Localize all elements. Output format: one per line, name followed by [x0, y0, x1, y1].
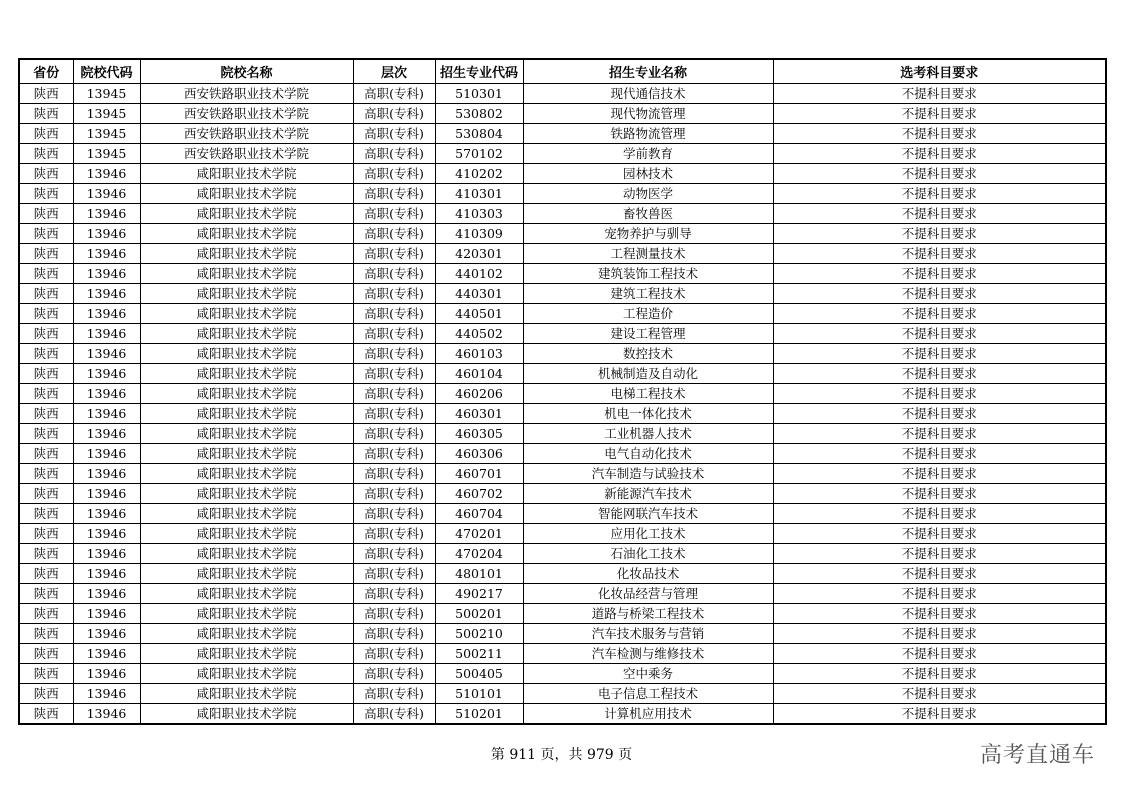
cell-province: 陕西 — [19, 384, 73, 404]
cell-major-code: 500405 — [435, 664, 523, 684]
header-province: 省份 — [19, 59, 73, 84]
cell-level: 高职(专科) — [353, 424, 435, 444]
cell-level: 高职(专科) — [353, 224, 435, 244]
cell-school-name: 咸阳职业技术学院 — [140, 524, 353, 544]
cell-school-name: 西安铁路职业技术学院 — [140, 84, 353, 104]
table-row — [19, 444, 1106, 464]
cell-subject-requirement: 不提科目要求 — [773, 124, 1106, 144]
table-row — [19, 324, 1106, 344]
table-row — [19, 604, 1106, 624]
cell-major-name: 工程测量技术 — [523, 244, 773, 264]
cell-school-code: 13946 — [73, 564, 140, 584]
table-row — [19, 504, 1106, 524]
cell-level: 高职(专科) — [353, 104, 435, 124]
cell-subject-requirement: 不提科目要求 — [773, 324, 1106, 344]
cell-level: 高职(专科) — [353, 584, 435, 604]
cell-level: 高职(专科) — [353, 664, 435, 684]
cell-school-name: 咸阳职业技术学院 — [140, 304, 353, 324]
table-row — [19, 184, 1106, 204]
table-row — [19, 484, 1106, 504]
cell-level: 高职(专科) — [353, 604, 435, 624]
cell-school-name: 咸阳职业技术学院 — [140, 484, 353, 504]
table-row — [19, 624, 1106, 644]
cell-major-name: 工业机器人技术 — [523, 424, 773, 444]
cell-major-code: 440102 — [435, 264, 523, 284]
cell-major-code: 460104 — [435, 364, 523, 384]
cell-major-code: 410301 — [435, 184, 523, 204]
cell-school-code: 13945 — [73, 84, 140, 104]
cell-major-code: 510301 — [435, 84, 523, 104]
table-row — [19, 264, 1106, 284]
header-school-name: 院校名称 — [140, 59, 353, 84]
cell-subject-requirement: 不提科目要求 — [773, 164, 1106, 184]
cell-school-name: 咸阳职业技术学院 — [140, 704, 353, 725]
cell-school-name: 咸阳职业技术学院 — [140, 584, 353, 604]
cell-subject-requirement: 不提科目要求 — [773, 84, 1106, 104]
cell-level: 高职(专科) — [353, 284, 435, 304]
cell-province: 陕西 — [19, 124, 73, 144]
cell-major-name: 化妆品技术 — [523, 564, 773, 584]
cell-school-code: 13946 — [73, 304, 140, 324]
cell-province: 陕西 — [19, 624, 73, 644]
cell-province: 陕西 — [19, 404, 73, 424]
cell-level: 高职(专科) — [353, 684, 435, 704]
cell-school-name: 咸阳职业技术学院 — [140, 564, 353, 584]
table-row — [19, 644, 1106, 664]
cell-province: 陕西 — [19, 704, 73, 725]
header-school-code: 院校代码 — [73, 59, 140, 84]
cell-subject-requirement: 不提科目要求 — [773, 224, 1106, 244]
cell-major-code: 530802 — [435, 104, 523, 124]
cell-school-code: 13946 — [73, 624, 140, 644]
cell-major-code: 410202 — [435, 164, 523, 184]
cell-major-code: 480101 — [435, 564, 523, 584]
cell-school-name: 咸阳职业技术学院 — [140, 164, 353, 184]
cell-province: 陕西 — [19, 204, 73, 224]
cell-subject-requirement: 不提科目要求 — [773, 664, 1106, 684]
cell-level: 高职(专科) — [353, 124, 435, 144]
cell-major-name: 宠物养护与驯导 — [523, 224, 773, 244]
cell-subject-requirement: 不提科目要求 — [773, 264, 1106, 284]
cell-province: 陕西 — [19, 244, 73, 264]
cell-school-code: 13946 — [73, 204, 140, 224]
cell-major-code: 470204 — [435, 544, 523, 564]
cell-level: 高职(专科) — [353, 504, 435, 524]
cell-subject-requirement: 不提科目要求 — [773, 624, 1106, 644]
cell-subject-requirement: 不提科目要求 — [773, 704, 1106, 725]
cell-major-code: 420301 — [435, 244, 523, 264]
cell-level: 高职(专科) — [353, 84, 435, 104]
cell-school-name: 咸阳职业技术学院 — [140, 664, 353, 684]
cell-level: 高职(专科) — [353, 304, 435, 324]
cell-province: 陕西 — [19, 104, 73, 124]
cell-school-code: 13946 — [73, 404, 140, 424]
table-row — [19, 344, 1106, 364]
cell-province: 陕西 — [19, 604, 73, 624]
cell-school-name: 咸阳职业技术学院 — [140, 364, 353, 384]
cell-subject-requirement: 不提科目要求 — [773, 384, 1106, 404]
table-row — [19, 84, 1106, 104]
cell-major-code: 460702 — [435, 484, 523, 504]
cell-school-code: 13946 — [73, 384, 140, 404]
cell-major-name: 计算机应用技术 — [523, 704, 773, 725]
cell-school-code: 13946 — [73, 504, 140, 524]
cell-school-code: 13946 — [73, 484, 140, 504]
table-row — [19, 664, 1106, 684]
cell-school-code: 13946 — [73, 364, 140, 384]
cell-school-code: 13946 — [73, 464, 140, 484]
cell-school-code: 13946 — [73, 644, 140, 664]
cell-subject-requirement: 不提科目要求 — [773, 344, 1106, 364]
cell-province: 陕西 — [19, 344, 73, 364]
cell-province: 陕西 — [19, 564, 73, 584]
cell-major-code: 470201 — [435, 524, 523, 544]
cell-level: 高职(专科) — [353, 364, 435, 384]
cell-major-code: 510101 — [435, 684, 523, 704]
cell-level: 高职(专科) — [353, 164, 435, 184]
cell-major-name: 现代物流管理 — [523, 104, 773, 124]
table-row — [19, 704, 1106, 725]
cell-subject-requirement: 不提科目要求 — [773, 364, 1106, 384]
admission-table — [18, 58, 1107, 725]
table-row — [19, 424, 1106, 444]
cell-level: 高职(专科) — [353, 564, 435, 584]
cell-major-code: 460103 — [435, 344, 523, 364]
table-row — [19, 224, 1106, 244]
cell-major-name: 道路与桥梁工程技术 — [523, 604, 773, 624]
cell-major-name: 汽车制造与试验技术 — [523, 464, 773, 484]
cell-school-code: 13946 — [73, 584, 140, 604]
cell-school-code: 13946 — [73, 424, 140, 444]
watermark-logo: 高考直通车 — [979, 743, 1095, 768]
cell-major-name: 建设工程管理 — [523, 324, 773, 344]
cell-level: 高职(专科) — [353, 464, 435, 484]
cell-level: 高职(专科) — [353, 244, 435, 264]
cell-subject-requirement: 不提科目要求 — [773, 104, 1106, 124]
cell-major-name: 智能网联汽车技术 — [523, 504, 773, 524]
cell-school-name: 咸阳职业技术学院 — [140, 224, 353, 244]
cell-province: 陕西 — [19, 304, 73, 324]
cell-major-name: 现代通信技术 — [523, 84, 773, 104]
cell-school-name: 咸阳职业技术学院 — [140, 444, 353, 464]
cell-school-name: 西安铁路职业技术学院 — [140, 104, 353, 124]
cell-level: 高职(专科) — [353, 264, 435, 284]
cell-major-code: 460306 — [435, 444, 523, 464]
cell-school-code: 13946 — [73, 544, 140, 564]
table-row — [19, 684, 1106, 704]
cell-major-name: 动物医学 — [523, 184, 773, 204]
cell-major-code: 530804 — [435, 124, 523, 144]
cell-level: 高职(专科) — [353, 404, 435, 424]
cell-school-code: 13946 — [73, 244, 140, 264]
cell-province: 陕西 — [19, 144, 73, 164]
cell-school-code: 13946 — [73, 344, 140, 364]
cell-school-name: 咸阳职业技术学院 — [140, 184, 353, 204]
cell-major-code: 440301 — [435, 284, 523, 304]
cell-school-code: 13946 — [73, 444, 140, 464]
cell-major-code: 510201 — [435, 704, 523, 725]
page-footer — [0, 744, 1123, 764]
cell-province: 陕西 — [19, 504, 73, 524]
cell-school-name: 咸阳职业技术学院 — [140, 604, 353, 624]
cell-major-code: 410303 — [435, 204, 523, 224]
cell-subject-requirement: 不提科目要求 — [773, 484, 1106, 504]
cell-major-name: 电子信息工程技术 — [523, 684, 773, 704]
cell-level: 高职(专科) — [353, 644, 435, 664]
table-row — [19, 404, 1106, 424]
cell-subject-requirement: 不提科目要求 — [773, 504, 1106, 524]
cell-subject-requirement: 不提科目要求 — [773, 564, 1106, 584]
cell-province: 陕西 — [19, 84, 73, 104]
cell-school-code: 13946 — [73, 704, 140, 725]
cell-major-code: 440502 — [435, 324, 523, 344]
cell-subject-requirement: 不提科目要求 — [773, 304, 1106, 324]
cell-subject-requirement: 不提科目要求 — [773, 464, 1106, 484]
cell-level: 高职(专科) — [353, 444, 435, 464]
cell-school-name: 咸阳职业技术学院 — [140, 424, 353, 444]
cell-level: 高职(专科) — [353, 324, 435, 344]
cell-school-code: 13946 — [73, 184, 140, 204]
cell-school-name: 咸阳职业技术学院 — [140, 244, 353, 264]
header-level: 层次 — [353, 59, 435, 84]
cell-major-code: 490217 — [435, 584, 523, 604]
cell-major-name: 建筑装饰工程技术 — [523, 264, 773, 284]
table-row — [19, 284, 1106, 304]
cell-subject-requirement: 不提科目要求 — [773, 244, 1106, 264]
cell-major-name: 机电一体化技术 — [523, 404, 773, 424]
cell-major-name: 化妆品经营与管理 — [523, 584, 773, 604]
cell-subject-requirement: 不提科目要求 — [773, 584, 1106, 604]
cell-school-name: 咸阳职业技术学院 — [140, 404, 353, 424]
cell-school-code: 13946 — [73, 164, 140, 184]
cell-major-code: 500211 — [435, 644, 523, 664]
table-row — [19, 304, 1106, 324]
cell-school-code: 13945 — [73, 124, 140, 144]
cell-major-code: 460301 — [435, 404, 523, 424]
header-major-code: 招生专业代码 — [435, 59, 523, 84]
cell-major-name: 畜牧兽医 — [523, 204, 773, 224]
cell-province: 陕西 — [19, 224, 73, 244]
cell-level: 高职(专科) — [353, 204, 435, 224]
cell-school-name: 咸阳职业技术学院 — [140, 384, 353, 404]
cell-province: 陕西 — [19, 644, 73, 664]
cell-major-name: 机械制造及自动化 — [523, 364, 773, 384]
cell-school-name: 咸阳职业技术学院 — [140, 464, 353, 484]
cell-school-code: 13946 — [73, 324, 140, 344]
cell-province: 陕西 — [19, 264, 73, 284]
cell-province: 陕西 — [19, 164, 73, 184]
page-number: 第 911 页，共 979 页 — [490, 747, 633, 763]
cell-school-code: 13946 — [73, 284, 140, 304]
cell-province: 陕西 — [19, 444, 73, 464]
cell-subject-requirement: 不提科目要求 — [773, 604, 1106, 624]
cell-major-code: 440501 — [435, 304, 523, 324]
cell-major-name: 应用化工技术 — [523, 524, 773, 544]
cell-subject-requirement: 不提科目要求 — [773, 644, 1106, 664]
cell-subject-requirement: 不提科目要求 — [773, 284, 1106, 304]
cell-major-code: 500210 — [435, 624, 523, 644]
cell-school-name: 咸阳职业技术学院 — [140, 624, 353, 644]
cell-school-code: 13946 — [73, 604, 140, 624]
cell-province: 陕西 — [19, 484, 73, 504]
cell-school-name: 西安铁路职业技术学院 — [140, 124, 353, 144]
cell-subject-requirement: 不提科目要求 — [773, 404, 1106, 424]
cell-major-name: 电气自动化技术 — [523, 444, 773, 464]
cell-province: 陕西 — [19, 464, 73, 484]
header-row — [19, 59, 1106, 84]
cell-subject-requirement: 不提科目要求 — [773, 524, 1106, 544]
cell-province: 陕西 — [19, 584, 73, 604]
cell-level: 高职(专科) — [353, 484, 435, 504]
cell-subject-requirement: 不提科目要求 — [773, 184, 1106, 204]
table-row — [19, 124, 1106, 144]
cell-major-name: 石油化工技术 — [523, 544, 773, 564]
cell-major-code: 460701 — [435, 464, 523, 484]
cell-school-name: 咸阳职业技术学院 — [140, 264, 353, 284]
table-row — [19, 104, 1106, 124]
cell-subject-requirement: 不提科目要求 — [773, 144, 1106, 164]
table-row — [19, 524, 1106, 544]
table-body — [19, 84, 1106, 725]
cell-school-code: 13945 — [73, 144, 140, 164]
cell-major-name: 工程造价 — [523, 304, 773, 324]
cell-major-name: 数控技术 — [523, 344, 773, 364]
cell-major-code: 570102 — [435, 144, 523, 164]
cell-school-code: 13946 — [73, 224, 140, 244]
cell-province: 陕西 — [19, 284, 73, 304]
cell-level: 高职(专科) — [353, 184, 435, 204]
header-major-name: 招生专业名称 — [523, 59, 773, 84]
cell-school-name: 咸阳职业技术学院 — [140, 324, 353, 344]
cell-level: 高职(专科) — [353, 544, 435, 564]
cell-school-name: 西安铁路职业技术学院 — [140, 144, 353, 164]
cell-school-code: 13946 — [73, 264, 140, 284]
cell-major-code: 460206 — [435, 384, 523, 404]
cell-subject-requirement: 不提科目要求 — [773, 444, 1106, 464]
cell-level: 高职(专科) — [353, 144, 435, 164]
cell-level: 高职(专科) — [353, 344, 435, 364]
table-row — [19, 144, 1106, 164]
cell-level: 高职(专科) — [353, 384, 435, 404]
cell-major-name: 汽车检测与维修技术 — [523, 644, 773, 664]
cell-province: 陕西 — [19, 184, 73, 204]
cell-school-name: 咸阳职业技术学院 — [140, 684, 353, 704]
cell-subject-requirement: 不提科目要求 — [773, 424, 1106, 444]
cell-major-code: 410309 — [435, 224, 523, 244]
cell-school-name: 咸阳职业技术学院 — [140, 204, 353, 224]
cell-school-code: 13946 — [73, 664, 140, 684]
cell-major-name: 空中乘务 — [523, 664, 773, 684]
cell-major-name: 汽车技术服务与营销 — [523, 624, 773, 644]
cell-school-code: 13945 — [73, 104, 140, 124]
cell-major-name: 铁路物流管理 — [523, 124, 773, 144]
table-row — [19, 244, 1106, 264]
cell-major-code: 500201 — [435, 604, 523, 624]
cell-province: 陕西 — [19, 524, 73, 544]
table-row — [19, 544, 1106, 564]
cell-province: 陕西 — [19, 544, 73, 564]
table-row — [19, 164, 1106, 184]
cell-level: 高职(专科) — [353, 704, 435, 725]
cell-major-code: 460704 — [435, 504, 523, 524]
cell-school-name: 咸阳职业技术学院 — [140, 344, 353, 364]
cell-subject-requirement: 不提科目要求 — [773, 544, 1106, 564]
cell-major-name: 建筑工程技术 — [523, 284, 773, 304]
cell-province: 陕西 — [19, 324, 73, 344]
table-row — [19, 584, 1106, 604]
cell-level: 高职(专科) — [353, 524, 435, 544]
cell-province: 陕西 — [19, 684, 73, 704]
cell-province: 陕西 — [19, 424, 73, 444]
cell-major-name: 新能源汽车技术 — [523, 484, 773, 504]
cell-school-code: 13946 — [73, 684, 140, 704]
cell-major-name: 学前教育 — [523, 144, 773, 164]
cell-major-code: 460305 — [435, 424, 523, 444]
cell-school-name: 咸阳职业技术学院 — [140, 644, 353, 664]
cell-school-name: 咸阳职业技术学院 — [140, 504, 353, 524]
header-subject-requirement: 选考科目要求 — [773, 59, 1106, 84]
cell-school-name: 咸阳职业技术学院 — [140, 284, 353, 304]
table-row — [19, 364, 1106, 384]
table-row — [19, 384, 1106, 404]
cell-school-code: 13946 — [73, 524, 140, 544]
cell-major-name: 园林技术 — [523, 164, 773, 184]
cell-subject-requirement: 不提科目要求 — [773, 684, 1106, 704]
cell-province: 陕西 — [19, 364, 73, 384]
cell-level: 高职(专科) — [353, 624, 435, 644]
table-row — [19, 564, 1106, 584]
cell-major-name: 电梯工程技术 — [523, 384, 773, 404]
cell-school-name: 咸阳职业技术学院 — [140, 544, 353, 564]
cell-province: 陕西 — [19, 664, 73, 684]
cell-subject-requirement: 不提科目要求 — [773, 204, 1106, 224]
table-row — [19, 464, 1106, 484]
table-row — [19, 204, 1106, 224]
